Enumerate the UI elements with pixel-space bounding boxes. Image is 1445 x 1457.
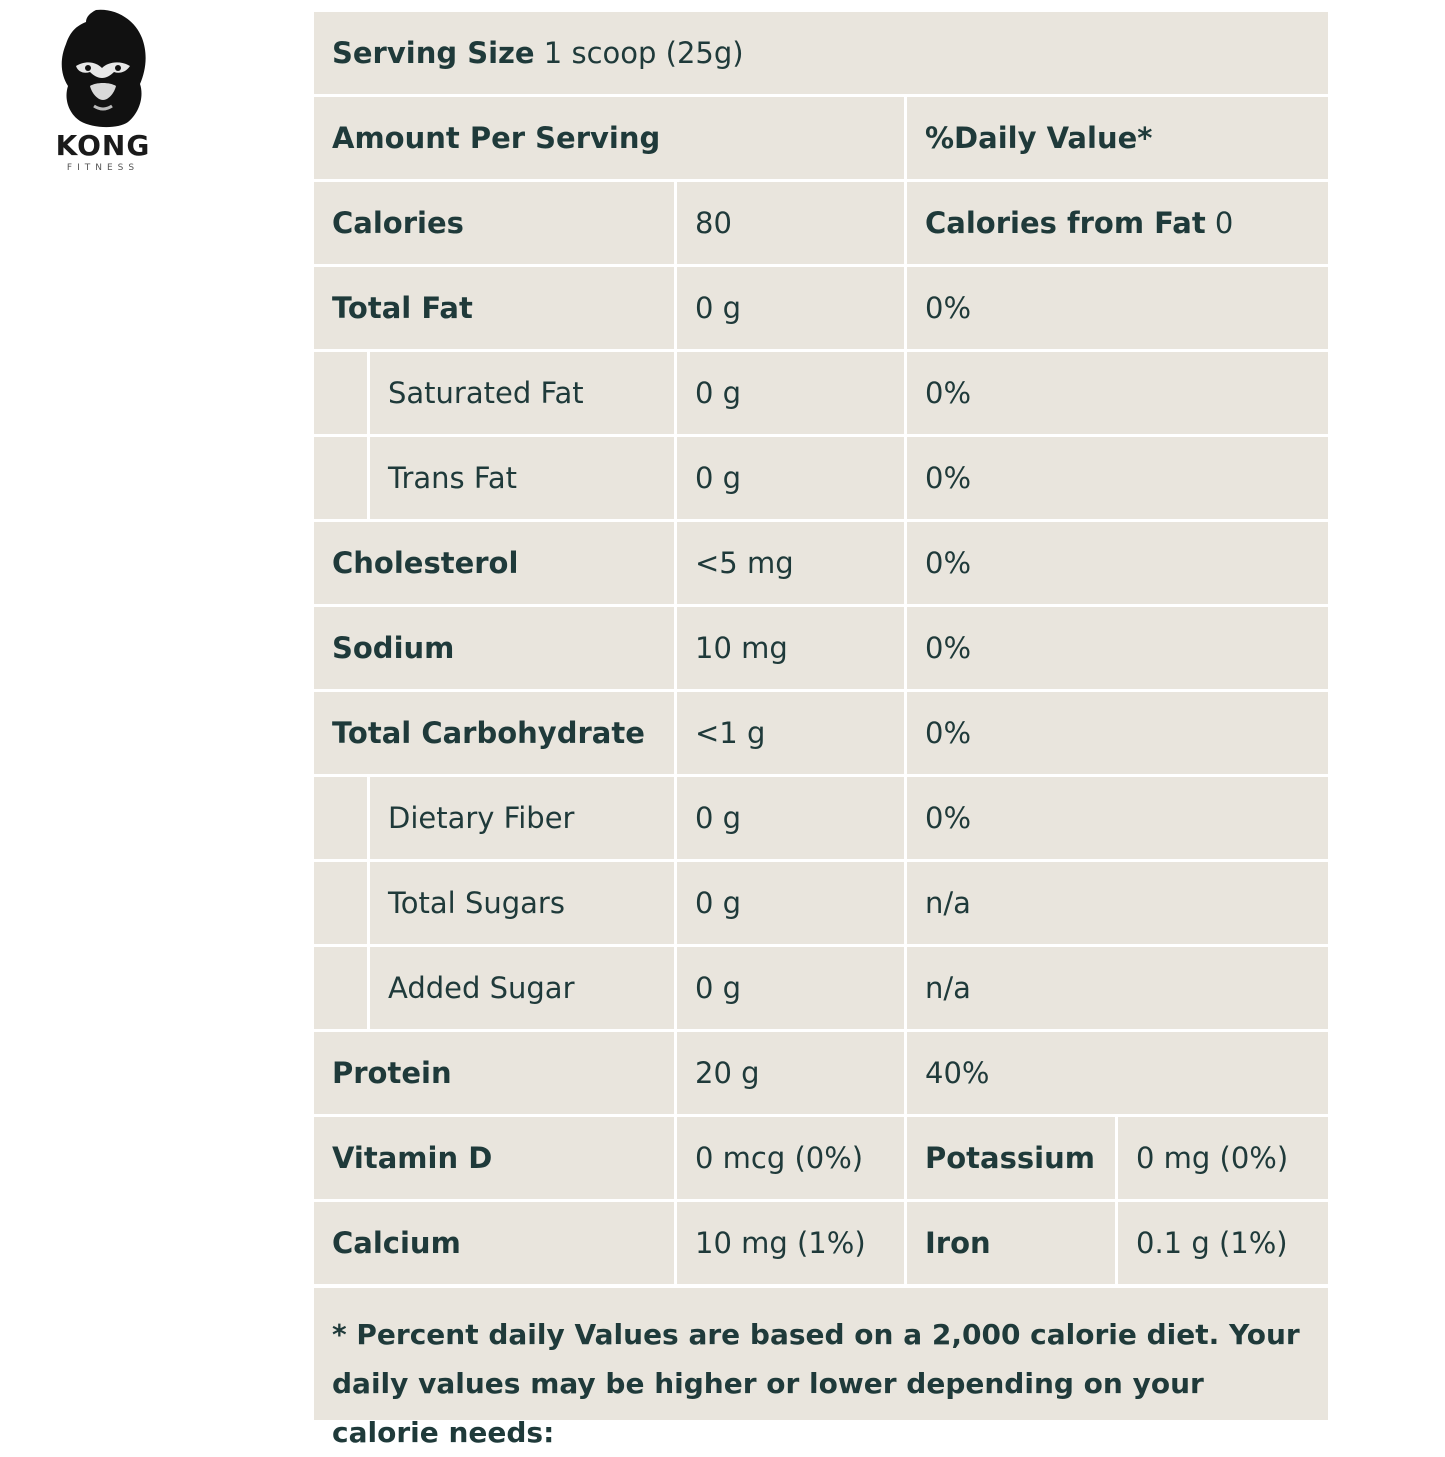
nutrient-row [314,862,1328,944]
serving-size-row [314,12,1328,94]
brand-logo [48,8,158,173]
nutrient-amount: 0 g [677,437,904,519]
indent-cell [314,862,367,944]
nutrient-row [314,607,1328,689]
nutrient-name: Sodium [314,607,674,689]
nutrient-name: Total Sugars [370,862,674,944]
mineral-name: Iron [907,1202,1115,1284]
daily-value-footnote: * Percent daily Values are based on a 2,000 calorie diet. Your daily values may be higher or lower depending on your calorie needs: [314,1288,1328,1420]
mineral-value: 0 mg (0%) [1118,1117,1328,1199]
nutrient-amount: 0 g [677,267,904,349]
nutrient-amount: 10 mg [677,607,904,689]
serving-size-cell [314,12,1328,94]
calories-from-fat-label: Calories from Fat [925,206,1206,240]
nutrient-daily-value: 40% [907,1032,1328,1114]
nutrient-daily-value: 0% [907,777,1328,859]
mineral-name: Vitamin D [314,1117,674,1199]
nutrient-name: Protein [314,1032,674,1114]
calories-from-fat-cell [907,182,1328,264]
nutrient-row [314,267,1328,349]
calories-label: Calories [314,182,674,264]
nutrient-daily-value: 0% [907,437,1328,519]
nutrition-facts-panel [314,12,1328,1449]
header-row [314,97,1328,179]
nutrient-name: Added Sugar [370,947,674,1029]
nutrient-amount: 0 g [677,777,904,859]
nutrient-daily-value: 0% [907,522,1328,604]
amount-per-serving-header: Amount Per Serving [314,97,904,179]
gorilla-icon [56,8,150,130]
nutrient-name: Cholesterol [314,522,674,604]
nutrient-row [314,777,1328,859]
nutrient-amount: 0 g [677,862,904,944]
mineral-row [314,1202,1328,1284]
calories-row [314,182,1328,264]
nutrient-daily-value: 0% [907,692,1328,774]
nutrient-daily-value: 0% [907,352,1328,434]
serving-size-value: 1 scoop (25g) [543,36,744,70]
mineral-value: 0.1 g (1%) [1118,1202,1328,1284]
indent-cell [314,947,367,1029]
nutrient-daily-value: n/a [907,862,1328,944]
nutrient-amount: 20 g [677,1032,904,1114]
nutrient-row [314,522,1328,604]
nutrient-name: Saturated Fat [370,352,674,434]
nutrient-row [314,437,1328,519]
mineral-value: 10 mg (1%) [677,1202,904,1284]
mineral-value: 0 mcg (0%) [677,1117,904,1199]
indent-cell [314,437,367,519]
nutrient-row [314,947,1328,1029]
nutrient-name: Total Fat [314,267,674,349]
nutrient-daily-value: n/a [907,947,1328,1029]
nutrient-name: Dietary Fiber [370,777,674,859]
nutrient-amount: 0 g [677,352,904,434]
nutrient-daily-value: 0% [907,267,1328,349]
logo-sub-text: FITNESS [66,163,140,173]
mineral-name: Calcium [314,1202,674,1284]
nutrient-row [314,352,1328,434]
nutrient-row [314,1032,1328,1114]
logo-brand-text: KONG [55,129,151,162]
nutrient-row [314,692,1328,774]
nutrient-name: Trans Fat [370,437,674,519]
mineral-row [314,1117,1328,1199]
nutrient-name: Total Carbohydrate [314,692,674,774]
serving-size-label: Serving Size [332,36,535,70]
daily-value-header: %Daily Value* [907,97,1328,179]
nutrient-amount: 0 g [677,947,904,1029]
calories-from-fat-value: 0 [1214,206,1234,240]
calories-value: 80 [677,182,904,264]
nutrient-daily-value: 0% [907,607,1328,689]
mineral-name: Potassium [907,1117,1115,1199]
nutrient-amount: <5 mg [677,522,904,604]
nutrient-amount: <1 g [677,692,904,774]
indent-cell [314,352,367,434]
indent-cell [314,777,367,859]
